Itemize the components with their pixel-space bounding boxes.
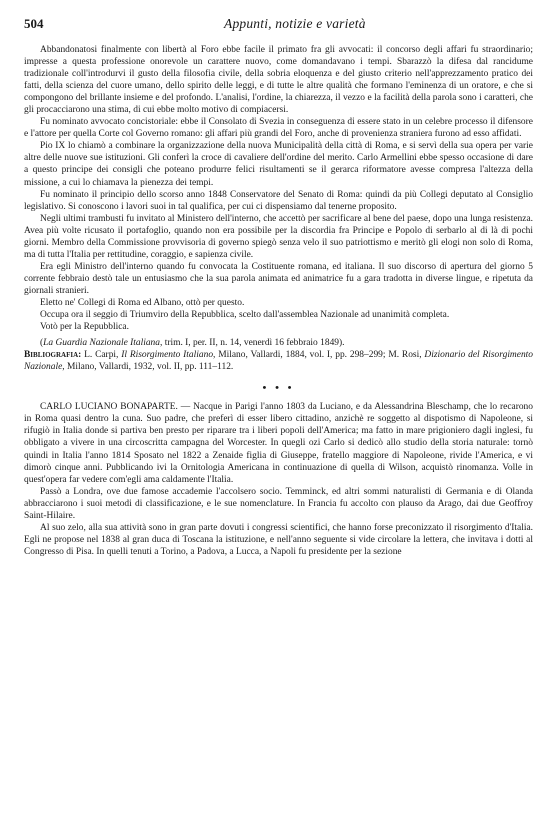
paragraph: Fu nominato il principio dello scorso anno 1848 Conservatore del Senato di Roma: quindi da più Collegi deputato al Consiglio legislativo. Si conoscono i lavori suoi in tal qualifica, per cui ci dispensiamo dal tenerne proposito.	[24, 189, 533, 212]
biography-text: Nacque in Parigi l'anno 1803 da Luciano, e da Alessandrina Bleschamp, che lo recarono in Roma quasi dentro la cuna. Suo padre, che preferì di esser libero cittadino, anzichè re soggetto al dispotismo di Napoleone, si rifugiò in Italia donde si partiva ben presto per riparare tra i liberi popoli dell'America; ma fatto in mare prigioniero dagli inglesi, fu obbligato a vivere in una circoscritta campagna del Worcester. In quegli ozi Carlo si dedicò allo studio della storia naturale: tornò quindi in Italia l'anno 1814 Sposato nel 1822 a Zenaide figlia di Giuseppe, fratello maggiore di Napoleone, rivide l'America, e vi dimorò cinque anni. Pubblicando ivi la Ornitologia Americana in continuazione di quella di Wilson, acquistò rinomanza. Volle in quest'opera far vedere com'egli ama caldamente l'Italia.	[24, 402, 533, 485]
citation-details: , trim. I, per. II, n. 14, venerdì 16 febbraio 1849).	[160, 338, 345, 349]
section-separator: • • •	[262, 382, 295, 395]
biography-name: CARLO LUCIANO BONAPARTE.	[40, 402, 178, 413]
citation-source: La Guardia Nazionale Italiana	[43, 338, 160, 349]
paragraph: Era egli Ministro dell'interno quando fu convocata la Costituente romana, ed italiana. Il suo discorso di apertura del giorno 5 corrente febbraio destò tale un entusiasmo che la sua parola animata ed animatrice fu a gara tradotta in diverse lingue, e ripetuta da giornali stranieri.	[24, 261, 533, 296]
bibliography-title: Il Risorgimento Italiano	[121, 350, 214, 361]
bibliography-label: Bibliografia:	[24, 350, 82, 361]
citation-open: (	[40, 338, 44, 349]
bibliography-details: , Milano, Vallardi, 1884, vol. I, pp. 298–299; M. Rosi,	[213, 350, 425, 361]
body-text	[24, 44, 533, 558]
bibliography-title: Dizionario del Risorgimento Nazionale	[24, 350, 534, 373]
paragraph: Votò per la Repubblica.	[40, 322, 129, 333]
source-citation	[24, 337, 533, 349]
page-header	[24, 16, 533, 36]
bibliography-details: , Milano, Vallardi, 1932, vol. II, pp. 111–112.	[62, 362, 234, 373]
biography-paragraph: Passò a Londra, ove due famose accademie l'accolsero socio. Temminck, ed altri sommi naturalisti di Germania e di Olanda abbracciarono i suoi metodi di classificazione, e le sue nomenclature. In Francia fu accolto con plauso da Arago, dai due Geoffroy Saint-Hilaire.	[24, 486, 533, 521]
running-title: Appunti, notizie e varietà	[224, 16, 366, 31]
paragraph: Occupa ora il seggio di Triumviro della Repubblica, scelto dall'assemblea Nazionale ad unanimità completa.	[40, 310, 450, 321]
bibliography-author: L. Carpi,	[81, 350, 122, 361]
paragraph: Abbandonatosi finalmente con libertà al Foro ebbe facile il primato fra gli avvocati: il concorso degli affari fu straordinario; impresse a questa professione onorevole un carattere nuovo, come domandavano i tempi. Sbarazzò la difesa dal rancidume tradizionale coll'introdurvi il gusto della filosofia civile, della sobria eloquenza e del giusto criterio nell'apprezzamento pratico dei fatti, della scienza del cuore umano, dello spirito delle leggi, e di tutte le altre qualità che formano l'eminenza di un oratore, e che si compongono del brillante insieme e del profondo. L'analisi, l'ordine, la chiarezza, il vezzo e la facilità della parola sono i caratteri, che gli procacciarono una stima, di cui ebbe molto motivo di compiacersi.	[24, 45, 533, 116]
bibliography	[24, 349, 533, 373]
paragraph: Pio IX lo chiamò a combinare la organizzazione della nuova Municipalità della città di Roma, e si servì della sua opera per varie altre delle nuove sue istituzioni. Gli conferì la croce di cavaliere dell'ordine del merito. Carlo Armellini ebbe spesso occasione di dare a questo principe dei consigli che poteano produrre felici risultamenti se il gerarca riformatore avesse compresa l'altezza della missione, a cui lo chiamava la pienezza dei tempi.	[24, 141, 533, 188]
page-number: 504	[24, 16, 44, 31]
paragraph: Eletto ne' Collegi di Roma ed Albano, ottò per questo.	[40, 297, 245, 308]
biography-paragraph: CARLO LUCIANO BONAPARTE. — Nacque in Parigi l'anno 1803 da Luciano, e da Alessandrina Bleschamp, che lo recarono in Roma quasi dentro la cuna. Suo padre, che preferì di esser libero cittadino, anzichè re soggetto al dispotismo di Napoleone, si rifugiò in Italia donde si partiva ben presto per riparare tra i liberi popoli dell'America; ma fatto in mare prigioniero dagli inglesi, fu obbligato a vivere in una circoscritta campagna del Worcester. In quegli ozi Carlo si dedicò allo studio della storia naturale: tornò quindi in Italia l'anno 1814 Sposato nel 1822 a Zenaide figlia di Giuseppe, fratello maggiore di Napoleone, rivide l'America, e vi dimorò cinque anni. Pubblicando ivi la Ornitologia Americana in continuazione di quella di Wilson, acquistò rinomanza. Volle in quest'opera far vedere com'egli ama caldamente l'Italia.	[24, 402, 533, 485]
biography-paragraph: Al suo zelo, alla sua attività sono in gran parte dovuti i congressi scientifici, che hanno forse preconizzato il risorgimento d'Italia. Egli ne propose nel 1838 al gran duca di Toscana la istituzione, e nell'anno seguente si vide circolare la lettera, che invitava i dotti al Congresso di Pisa. In quelli tenuti a Torino, a Padova, a Lucca, a Napoli fu presidente per la sezione	[24, 522, 533, 557]
paragraph: Negli ultimi trambusti fu invitato al Ministero dell'interno, che accettò per sacrificare al bene del paese, dopo una lunga resistenza. Avea più volte ricusato il portafoglio, quando non era possibile per la discordia fra Principe e Popolo di serbarlo al di là di pochi giorni. Membro della Commissione provvisoria di governo spiegò senza velo il suo patriottismo e meritò gli elogi non solo di Roma, ma di tutta l'Italia per rettitudine, coraggio, e sapienza civile.	[24, 213, 533, 260]
paragraph: Fu nominato avvocato concistoriale: ebbe il Consolato di Svezia in conseguenza di essere stato in un celebre processo il difensore e l'attore per quella Corte col Governo romano: gli affari più grandi del Foro, anche di provenienza straniera furono ad esso affidati.	[24, 117, 533, 140]
